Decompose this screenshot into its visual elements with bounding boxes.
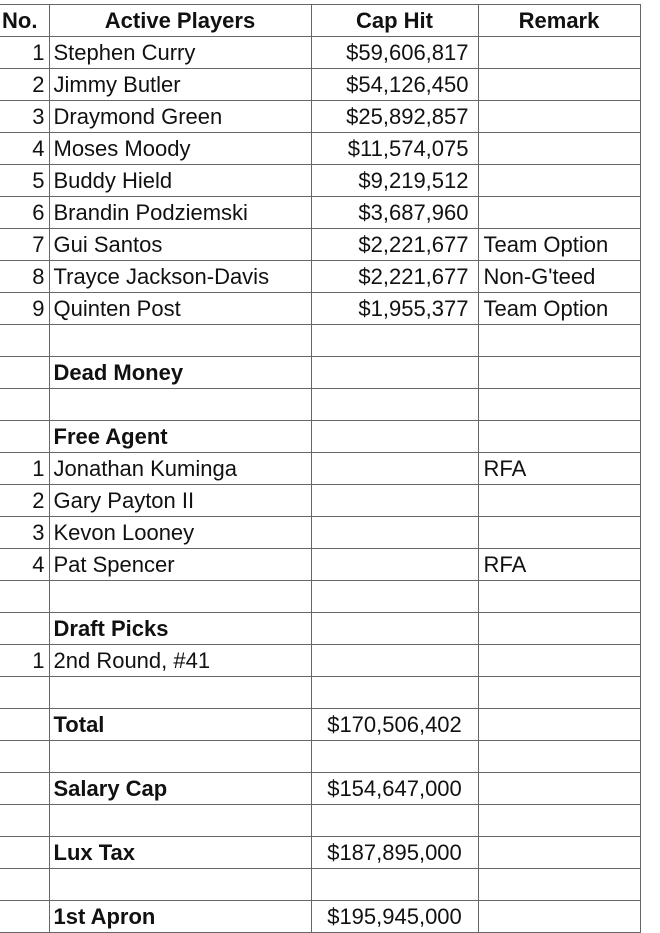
cell-player-name[interactable]: Moses Moody [49, 133, 311, 165]
header-no[interactable]: No. [0, 5, 49, 37]
cell-cap-hit[interactable] [311, 581, 478, 613]
table-row [0, 389, 640, 421]
table-row [0, 101, 640, 133]
table-row [0, 645, 640, 677]
table-row [0, 805, 640, 837]
table-row [0, 901, 640, 933]
cell-remark[interactable] [478, 709, 640, 741]
cell-no[interactable] [0, 773, 49, 805]
cell-player-name[interactable]: Draft Picks [49, 613, 311, 645]
cap-sheet-table [0, 4, 641, 933]
cell-remark[interactable] [478, 69, 640, 101]
table-row [0, 325, 640, 357]
table-row [0, 133, 640, 165]
cell-cap-hit[interactable]: $25,892,857 [311, 101, 478, 133]
cell-cap-hit[interactable]: $1,955,377 [311, 293, 478, 325]
cell-remark[interactable] [478, 165, 640, 197]
cell-player-name[interactable]: Gui Santos [49, 229, 311, 261]
cell-remark[interactable] [478, 805, 640, 837]
cell-no[interactable]: 9 [0, 293, 49, 325]
cell-remark[interactable] [478, 773, 640, 805]
table-row [0, 549, 640, 581]
cell-no[interactable]: 3 [0, 101, 49, 133]
table-row [0, 709, 640, 741]
cell-cap-hit[interactable]: $170,506,402 [311, 709, 478, 741]
cell-remark[interactable]: Team Option [478, 293, 640, 325]
cell-remark[interactable] [478, 133, 640, 165]
cell-remark[interactable] [478, 645, 640, 677]
cell-remark[interactable] [478, 357, 640, 389]
cell-cap-hit[interactable] [311, 805, 478, 837]
table-row [0, 421, 640, 453]
table-row [0, 773, 640, 805]
cell-remark[interactable] [478, 389, 640, 421]
cell-remark[interactable] [478, 325, 640, 357]
table-row [0, 613, 640, 645]
cell-cap-hit[interactable] [311, 453, 478, 485]
cell-cap-hit[interactable] [311, 741, 478, 773]
header-remark[interactable]: Remark [478, 5, 640, 37]
cell-no[interactable]: 4 [0, 549, 49, 581]
cell-no[interactable] [0, 741, 49, 773]
cell-player-name[interactable] [49, 741, 311, 773]
cell-no[interactable]: 2 [0, 69, 49, 101]
cell-cap-hit[interactable]: $2,221,677 [311, 261, 478, 293]
table-row [0, 741, 640, 773]
cell-no[interactable]: 4 [0, 133, 49, 165]
cell-player-name[interactable] [49, 389, 311, 421]
cell-no[interactable]: 8 [0, 261, 49, 293]
cell-cap-hit[interactable]: $2,221,677 [311, 229, 478, 261]
cell-player-name[interactable]: Jonathan Kuminga [49, 453, 311, 485]
cell-cap-hit[interactable] [311, 421, 478, 453]
cell-cap-hit[interactable] [311, 325, 478, 357]
table-row [0, 37, 640, 69]
cell-remark[interactable] [478, 677, 640, 709]
cell-cap-hit[interactable]: $187,895,000 [311, 837, 478, 869]
table-row [0, 453, 640, 485]
cell-cap-hit[interactable]: $154,647,000 [311, 773, 478, 805]
cell-remark[interactable]: RFA [478, 549, 640, 581]
cell-cap-hit[interactable] [311, 389, 478, 421]
cell-remark[interactable] [478, 901, 640, 933]
table-row [0, 261, 640, 293]
cell-no[interactable] [0, 421, 49, 453]
table-row [0, 69, 640, 101]
cell-no[interactable]: 3 [0, 517, 49, 549]
cell-no[interactable] [0, 389, 49, 421]
cell-no[interactable] [0, 581, 49, 613]
header-cap-hit[interactable]: Cap Hit [311, 5, 478, 37]
cell-no[interactable]: 5 [0, 165, 49, 197]
table-row [0, 581, 640, 613]
cell-player-name[interactable]: Dead Money [49, 357, 311, 389]
cell-no[interactable] [0, 901, 49, 933]
header-active-players[interactable]: Active Players [49, 5, 311, 37]
cell-player-name[interactable]: Free Agent [49, 421, 311, 453]
cell-no[interactable]: 6 [0, 197, 49, 229]
cell-cap-hit[interactable] [311, 517, 478, 549]
cell-player-name[interactable]: 2nd Round, #41 [49, 645, 311, 677]
cell-player-name[interactable] [49, 805, 311, 837]
cell-no[interactable] [0, 805, 49, 837]
cell-cap-hit[interactable]: $11,574,075 [311, 133, 478, 165]
cell-cap-hit[interactable]: $54,126,450 [311, 69, 478, 101]
cell-player-name[interactable]: Stephen Curry [49, 37, 311, 69]
cell-cap-hit[interactable]: $3,687,960 [311, 197, 478, 229]
cell-player-name[interactable]: Jimmy Butler [49, 69, 311, 101]
table-row [0, 517, 640, 549]
cell-no[interactable] [0, 677, 49, 709]
cell-no[interactable]: 1 [0, 645, 49, 677]
cell-remark[interactable] [478, 517, 640, 549]
cell-player-name[interactable] [49, 325, 311, 357]
table-row [0, 869, 640, 901]
cell-cap-hit[interactable] [311, 869, 478, 901]
table-row [0, 229, 640, 261]
cell-remark[interactable] [478, 197, 640, 229]
cell-player-name[interactable]: Quinten Post [49, 293, 311, 325]
table-row [0, 197, 640, 229]
cell-cap-hit[interactable] [311, 677, 478, 709]
cell-no[interactable] [0, 869, 49, 901]
cell-remark[interactable]: Non-G'teed [478, 261, 640, 293]
cell-remark[interactable]: RFA [478, 453, 640, 485]
cell-player-name[interactable] [49, 581, 311, 613]
cell-cap-hit[interactable] [311, 645, 478, 677]
cell-cap-hit[interactable] [311, 613, 478, 645]
cell-cap-hit[interactable] [311, 357, 478, 389]
cell-no[interactable] [0, 613, 49, 645]
table-row [0, 485, 640, 517]
cell-no[interactable]: 1 [0, 453, 49, 485]
table-row [0, 165, 640, 197]
cell-remark[interactable] [478, 869, 640, 901]
cell-player-name[interactable]: Total [49, 709, 311, 741]
cell-cap-hit[interactable] [311, 549, 478, 581]
cell-no[interactable] [0, 357, 49, 389]
cell-cap-hit[interactable] [311, 485, 478, 517]
cell-player-name[interactable]: Salary Cap [49, 773, 311, 805]
cell-player-name[interactable]: Brandin Podziemski [49, 197, 311, 229]
cell-remark[interactable] [478, 37, 640, 69]
cell-remark[interactable] [478, 581, 640, 613]
cell-no[interactable]: 1 [0, 37, 49, 69]
cell-remark[interactable]: Team Option [478, 229, 640, 261]
cell-player-name[interactable]: Lux Tax [49, 837, 311, 869]
cell-player-name[interactable]: 1st Apron [49, 901, 311, 933]
table-row [0, 357, 640, 389]
cell-player-name[interactable] [49, 869, 311, 901]
cell-no[interactable] [0, 325, 49, 357]
cell-remark[interactable] [478, 613, 640, 645]
cell-player-name[interactable]: Kevon Looney [49, 517, 311, 549]
cell-remark[interactable] [478, 837, 640, 869]
cell-player-name[interactable]: Pat Spencer [49, 549, 311, 581]
table-row [0, 293, 640, 325]
cell-player-name[interactable]: Trayce Jackson-Davis [49, 261, 311, 293]
table-row [0, 677, 640, 709]
cell-cap-hit[interactable]: $195,945,000 [311, 901, 478, 933]
cell-remark[interactable] [478, 741, 640, 773]
header-row [0, 5, 640, 37]
cell-remark[interactable] [478, 485, 640, 517]
cell-no[interactable] [0, 837, 49, 869]
cell-no[interactable]: 7 [0, 229, 49, 261]
cell-cap-hit[interactable]: $9,219,512 [311, 165, 478, 197]
cell-player-name[interactable]: Draymond Green [49, 101, 311, 133]
table-row [0, 837, 640, 869]
cell-no[interactable]: 2 [0, 485, 49, 517]
cell-cap-hit[interactable]: $59,606,817 [311, 37, 478, 69]
cell-player-name[interactable]: Buddy Hield [49, 165, 311, 197]
cell-player-name[interactable] [49, 677, 311, 709]
cell-player-name[interactable]: Gary Payton II [49, 485, 311, 517]
cell-no[interactable] [0, 709, 49, 741]
cell-remark[interactable] [478, 101, 640, 133]
cell-remark[interactable] [478, 421, 640, 453]
